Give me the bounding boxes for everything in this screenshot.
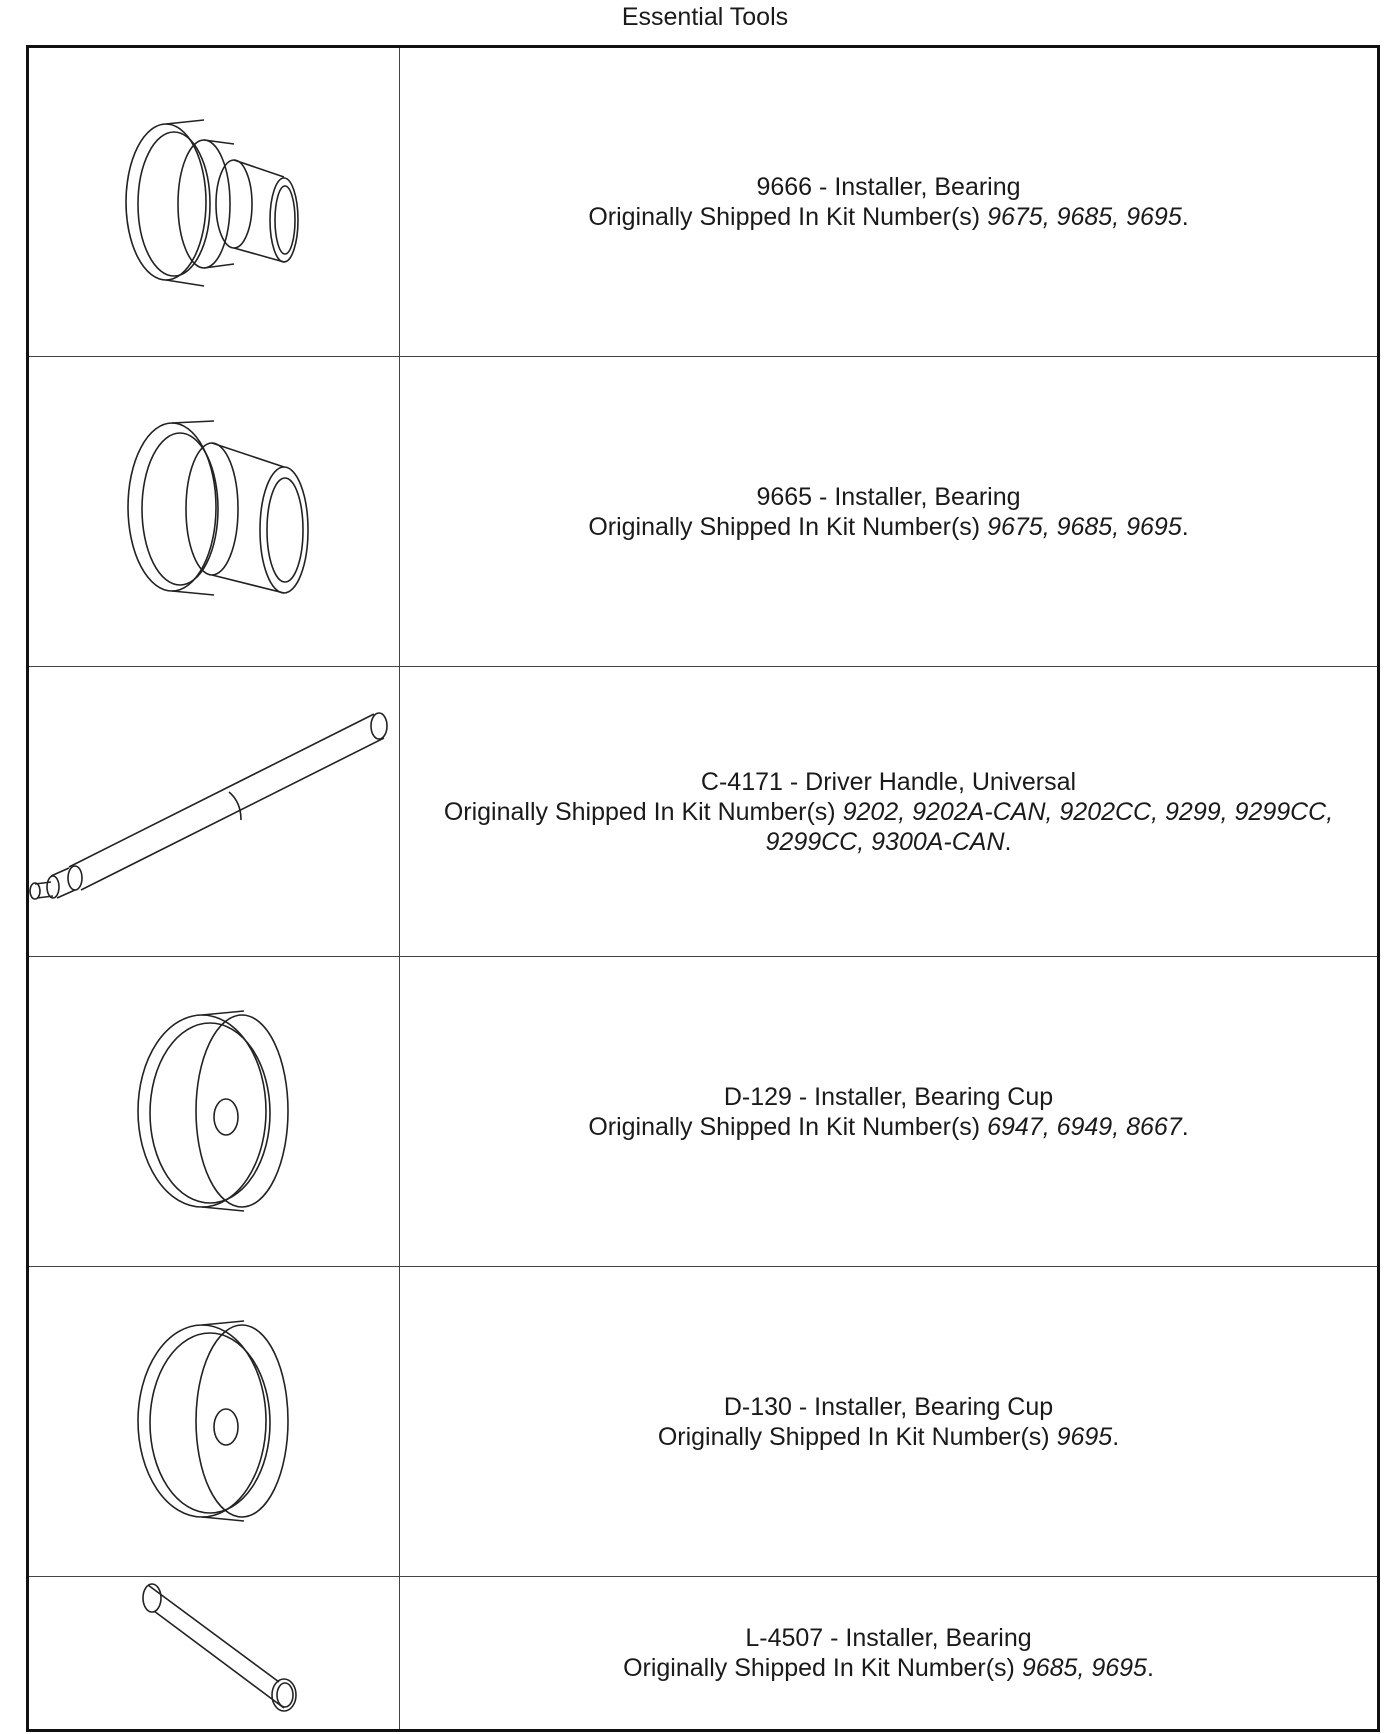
tool-kits-line: Originally Shipped In Kit Number(s) 9685, 9695. [623, 1654, 1154, 1682]
tool-name: Installer, Bearing [845, 1624, 1032, 1652]
tool-heading: D-130 - Installer, Bearing Cup [723, 1392, 1054, 1421]
tube-installer-icon [114, 1578, 314, 1728]
tool-row [28, 1577, 1379, 1731]
tool-heading: 9665 - Installer, Bearing [756, 482, 1021, 511]
tool-number: L-4507 [745, 1624, 824, 1652]
tool-number: C-4171 [700, 767, 783, 796]
tool-image-cell [28, 1577, 400, 1731]
tool-row [28, 357, 1379, 667]
tool-description-cell [400, 957, 1379, 1267]
tool-number: 9665 [756, 482, 813, 511]
tool-kits-line: Originally Shipped In Kit Number(s) 9675, 9685, 9695. [588, 203, 1189, 231]
tool-row [28, 667, 1379, 957]
tool-heading: 9666 - Installer, Bearing [756, 173, 1021, 201]
tool-kits-line: Originally Shipped In Kit Number(s) 9695. [657, 1422, 1120, 1451]
kit-prefix: Originally Shipped In Kit Number(s) [588, 512, 988, 541]
tool-kits: 9695 [1056, 1422, 1113, 1451]
tool-name: Driver Handle, Universal [805, 767, 1077, 796]
tool-row [28, 1267, 1379, 1577]
tool-name: Installer, Bearing [834, 173, 1021, 201]
tool-heading: C-4171 - Driver Handle, Universal [700, 767, 1077, 796]
tool-kits-line: Originally Shipped In Kit Number(s) 6947, 6949, 8667. [588, 1112, 1189, 1141]
tool-kits: 9685, 9695 [1021, 1654, 1147, 1682]
tool-image-cell [28, 47, 400, 357]
tool-kits: 9675, 9685, 9695 [987, 512, 1182, 541]
tool-description-cell [400, 1577, 1379, 1731]
tool-name: Installer, Bearing Cup [814, 1082, 1054, 1111]
tool-image-cell [28, 357, 400, 667]
tool-heading: L-4507 - Installer, Bearing [745, 1624, 1032, 1652]
tool-row [28, 47, 1379, 357]
tool-image-cell [28, 957, 400, 1267]
bearing-installer-stepped-icon [94, 102, 334, 302]
tool-number: D-129 [723, 1082, 792, 1111]
tool-name: Installer, Bearing Cup [814, 1392, 1054, 1421]
tool-kits-line: Originally Shipped In Kit Number(s) 9675, 9685, 9695. [588, 512, 1189, 541]
kit-prefix: Originally Shipped In Kit Number(s) [443, 797, 843, 826]
tool-kits: 9675, 9685, 9695 [987, 203, 1182, 231]
kit-prefix: Originally Shipped In Kit Number(s) [588, 1112, 988, 1141]
kit-prefix: Originally Shipped In Kit Number(s) [588, 203, 988, 231]
kit-prefix: Originally Shipped In Kit Number(s) [657, 1422, 1057, 1451]
tool-name: Installer, Bearing [834, 482, 1021, 511]
kit-prefix: Originally Shipped In Kit Number(s) [623, 1654, 1022, 1682]
tool-kits: 9202, 9202A-CAN, 9202CC, 9299, 9299CC, 9299CC, 9300A-CAN [765, 797, 1334, 856]
tool-image-cell [28, 667, 400, 957]
tool-image-cell [28, 1267, 400, 1577]
tool-description-cell [400, 47, 1379, 357]
bearing-installer-icon [94, 407, 334, 617]
tool-description-cell [400, 1267, 1379, 1577]
tool-heading: D-129 - Installer, Bearing Cup [723, 1082, 1054, 1111]
driver-handle-icon [29, 692, 394, 932]
tool-number: D-130 [723, 1392, 792, 1421]
tool-number: 9666 [756, 173, 813, 201]
tools-table [26, 45, 1380, 1732]
tool-kits-line: Originally Shipped In Kit Number(s) 9202, 9202A-CAN, 9202CC, 9299, 9299CC, 9299CC, 9300A-CAN. [443, 797, 1334, 856]
tool-description-cell [400, 357, 1379, 667]
tool-row [28, 957, 1379, 1267]
tool-description-cell [400, 667, 1379, 957]
page-title: Essential Tools [621, 3, 789, 31]
bearing-cup-installer-icon [114, 1007, 314, 1217]
bearing-cup-installer-icon [114, 1317, 314, 1527]
tool-kits: 6947, 6949, 8667 [987, 1112, 1182, 1141]
